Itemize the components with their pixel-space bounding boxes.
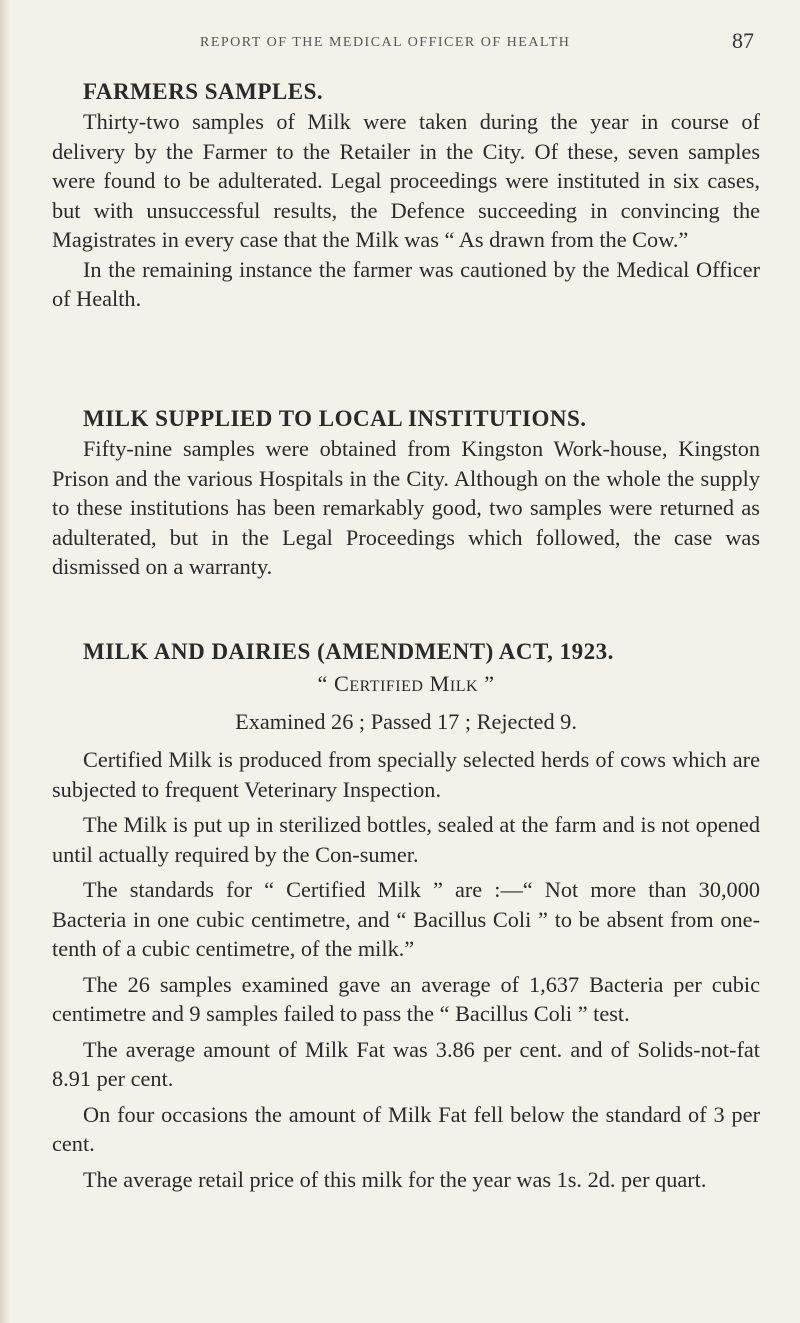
section-heading: MILK SUPPLIED TO LOCAL INSTITUTIONS. xyxy=(83,406,587,431)
paragraph: The average amount of Milk Fat was 3.86 per cent. and of Solids-not-fat 8.91 per cent. xyxy=(52,1036,760,1091)
running-title: REPORT OF THE MEDICAL OFFICER OF HEALTH xyxy=(200,35,571,50)
section-heading: FARMERS SAMPLES. xyxy=(83,79,324,104)
paragraph: The standards for “ Certified Milk ” are :—“ Not more than 30,000 Bacteria in one cubic centimetre, and “ Bacillus Coli ” to be absent from one-tenth of a cubic centimetre, of the milk.” xyxy=(52,877,760,961)
page-edge-shadow xyxy=(0,0,10,1323)
inspection-summary: Examined 26 ; Passed 17 ; Rejected 9. xyxy=(235,709,577,734)
paragraph: Fifty-nine samples were obtained from Kingston Work-house, Kingston Prison and the various Hospitals in the City. Although on the whole the supply to these institutions has been remarkably good, two samples were returned as adulterated, but in the Legal Proceedings which followed, the case was dismissed on a warranty. xyxy=(52,436,760,579)
paragraph: The average retail price of this milk for the year was 1s. 2d. per quart. xyxy=(83,1166,707,1192)
paragraph: Thirty-two samples of Milk were taken during the year in course of delivery by the Farmer to the Retailer in the City. Of these, seven samples were found to be adulterated. Legal proceedings were instituted in six cases, but with unsuccessful results, the Defence succeeding in convincing the Magistrates in every case that the Milk was “ As drawn from the Cow.” xyxy=(52,109,760,252)
paragraph: In the remaining instance the farmer was cautioned by the Medical Officer of Health. xyxy=(52,256,760,311)
paragraph: The Milk is put up in sterilized bottles, sealed at the farm and is not opened until actually required by the Con-sumer. xyxy=(52,812,760,867)
paragraph: The 26 samples examined gave an average of 1,637 Bacteria per cubic centimetre and 9 samples failed to pass the “ Bacillus Coli ” test. xyxy=(52,971,760,1026)
page-number: 87 xyxy=(732,28,754,53)
section-milk-dairies-act xyxy=(52,637,760,1194)
section-subheading: “ Certified Milk ” xyxy=(317,671,495,696)
section-heading: MILK AND DAIRIES (AMENDMENT) ACT, 1923. xyxy=(83,639,614,664)
section-local-institutions xyxy=(52,404,760,582)
paragraph: Certified Milk is produced from specially selected herds of cows which are subjected to frequent Veterinary Inspection. xyxy=(52,747,760,802)
paragraph: On four occasions the amount of Milk Fat fell below the standard of 3 per cent. xyxy=(52,1101,760,1156)
section-farmers-samples xyxy=(52,77,760,314)
